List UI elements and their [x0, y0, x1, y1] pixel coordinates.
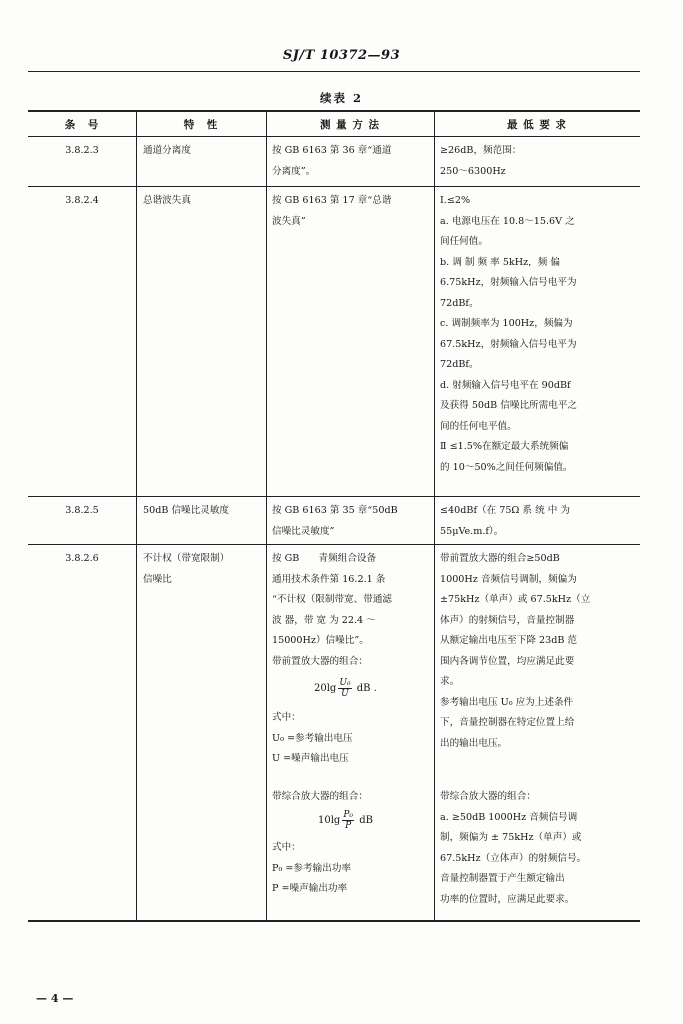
text-line: 67.5kHz，射频输入信号电平为: [440, 338, 577, 350]
text-line: a. ≥50dB 1000Hz 音频信号调: [440, 811, 578, 823]
text-line: a. 电源电压在 10.8～15.6V 之: [440, 215, 575, 227]
col-header-method: 测 量 方 法: [320, 119, 380, 131]
row-4-characteristic: [143, 549, 265, 590]
text-line: 信噪比: [143, 573, 172, 585]
text-line: d. 射频输入信号电平在 90dBf: [440, 379, 571, 391]
page-header: SJ/T 10372—93: [282, 48, 401, 63]
formula-unit: dB .: [356, 683, 377, 694]
text-line: 250～6300Hz: [440, 165, 506, 177]
formula-power-ratio: [318, 810, 373, 831]
text-line: 67.5kHz（立体声）的射频信号。: [440, 852, 587, 864]
text-line: 按 GB 6163 第 17 章“总谐: [272, 195, 392, 206]
text-line: P =噪声输出功率: [272, 883, 348, 894]
row-divider-2: [28, 496, 640, 497]
text-line: 带综合放大器的组合：: [440, 791, 536, 802]
row-1-requirement: [440, 141, 638, 182]
text-line: 体声）的射频信号，音量控制器: [440, 614, 575, 626]
text-line: I.≤2%: [440, 195, 471, 206]
formula-unit: dB: [359, 815, 373, 826]
row-4-method-legend-b: [272, 838, 432, 900]
text-line: 间任何值。: [440, 236, 488, 247]
table-header-rule: [28, 136, 640, 137]
text-line: 波 器，带 宽 为 22.4 ～: [272, 614, 376, 626]
table-title: 续表 2: [319, 91, 363, 105]
header-rule: [28, 71, 640, 72]
text-line: 带综合放大器的组合：: [272, 791, 368, 802]
row-4-method-legend-a: [272, 708, 432, 770]
col-header-number: 条 号: [64, 119, 100, 131]
text-line: 按 GB 6163 第 35 章“50dB: [272, 505, 398, 516]
row-3-requirement: [440, 501, 638, 542]
formula-numerator: P₀: [343, 810, 353, 820]
row-divider-1: [28, 186, 640, 187]
text-line: 带前置放大器的组合≥50dB: [440, 553, 560, 564]
column-divider-3: [434, 110, 435, 921]
text-line: b. 调 制 频 率 5kHz，频 偏: [440, 256, 560, 268]
col-header-characteristic: 特 性: [183, 119, 219, 131]
text-line: 带前置放大器的组合：: [272, 655, 368, 667]
text-line: 15000Hz）信噪比”。: [272, 635, 369, 646]
text-line: 72dBf。: [440, 359, 479, 370]
text-line: ±75kHz（单声）或 67.5kHz（立: [440, 594, 591, 605]
row-4-requirement-integrated: [440, 787, 638, 910]
text-line: 分离度”。: [272, 165, 316, 177]
column-divider-2: [266, 110, 267, 921]
row-divider-3: [28, 544, 640, 545]
row-4-method-intro: [272, 549, 432, 672]
text-line: 6.75kHz，射频输入信号电平为: [440, 277, 577, 288]
formula-numerator: U₀: [339, 678, 351, 688]
text-line: 72dBf。: [440, 297, 479, 309]
page-number: — 4 —: [36, 992, 74, 1005]
row-1-number: 3.8.2.3: [65, 145, 99, 156]
row-3-characteristic: 50dB 信噪比灵敏度: [143, 505, 230, 516]
text-line: 下，音量控制器在特定位置上给: [440, 717, 575, 728]
text-line: 的 10～50%之间任何频偏值。: [440, 461, 573, 473]
row-2-method: [272, 191, 432, 232]
text-line: 按 GB 青频组合设备: [272, 553, 377, 564]
formula-denominator: P: [345, 821, 352, 831]
row-4-method-combined: [272, 787, 432, 808]
text-line: 从额定输出电压至下降 23dB 范: [440, 635, 578, 646]
text-line: 音量控制器置于产生额定输出: [440, 873, 565, 884]
text-line: 参考输出电压 U₀ 应为上述条件: [440, 696, 574, 708]
text-line: 式中：: [272, 712, 301, 723]
row-4-requirement-preamp: [440, 549, 638, 754]
text-line: U =噪声输出电压: [272, 753, 349, 764]
text-line: 求。: [440, 676, 460, 687]
row-3-number: 3.8.2.5: [65, 505, 99, 516]
text-line: 制，频偏为 ± 75kHz（单声）或: [440, 832, 582, 843]
text-line: 通用技术条件第 16.2.1 条: [272, 573, 386, 585]
column-divider-1: [136, 110, 137, 921]
table-bottom-rule: [28, 920, 640, 922]
row-3-method: [272, 501, 432, 542]
row-4-number: 3.8.2.6: [65, 553, 99, 564]
row-1-characteristic: 通道分离度: [143, 145, 191, 156]
text-line: 波失真”: [272, 215, 306, 227]
formula-voltage-ratio: [314, 678, 377, 699]
text-line: U₀ =参考输出电压: [272, 732, 353, 744]
col-header-requirement: 最 低 要 求: [507, 119, 567, 131]
text-line: 按 GB 6163 第 36 章“通道: [272, 145, 392, 156]
text-line: P₀ =参考输出功率: [272, 862, 351, 874]
table-top-rule: [28, 110, 640, 112]
text-line: 不计权（带宽限制）: [143, 553, 230, 564]
text-line: Ⅱ ≤1.5%在额定最大系统频偏: [440, 441, 569, 452]
text-line: 功率的位置时，应满足此要求。: [440, 893, 575, 905]
row-2-number: 3.8.2.4: [65, 195, 99, 206]
formula-fraction: [338, 678, 351, 699]
text-line: 式中：: [272, 842, 301, 853]
text-line: 间的任何电平值。: [440, 420, 517, 432]
row-1-method: [272, 141, 432, 182]
text-line: “不计权（限制带宽、带通滤: [272, 594, 393, 605]
text-line: 55μVe.m.f）。: [440, 525, 504, 537]
text-line: ≥26dB，频范围：: [440, 145, 522, 156]
text-line: 1000Hz 音频信号调制，频偏为: [440, 573, 577, 585]
text-line: 及获得 50dB 信噪比所需电平之: [440, 400, 578, 411]
text-line: 出的输出电压。: [440, 737, 508, 749]
formula-fraction: [342, 810, 354, 831]
formula-prefix: 20lg: [314, 683, 337, 694]
text-line: 围内各调节位置，均应满足此要: [440, 655, 575, 667]
row-2-characteristic: 总谐波失真: [143, 195, 191, 206]
formula-denominator: U: [341, 689, 349, 699]
text-line: ≤40dBf（在 75Ω 系 统 中 为: [440, 505, 570, 516]
row-2-requirement: [440, 191, 638, 478]
text-line: 信噪比灵敏度”: [272, 525, 335, 537]
text-line: c. 调制频率为 100Hz，频偏为: [440, 318, 573, 329]
formula-prefix: 10lg: [318, 815, 341, 826]
